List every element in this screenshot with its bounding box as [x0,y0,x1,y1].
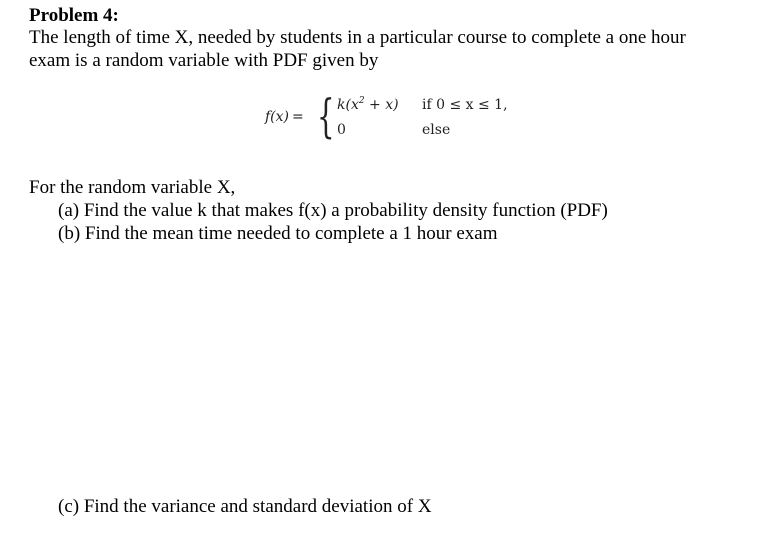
formula-case-1-condition: if 0 ≤ x ≤ 1, [422,97,508,113]
formula-lhs [265,109,304,125]
formula-brace: { [317,89,335,143]
formula-case-2-expression: 0 [337,122,346,138]
problem-title: Problem 4: [29,5,119,26]
formula-equals: = [292,109,304,125]
problem-intro-line-1: The length of time X, needed by students in a particular course to complete a one hour [29,27,686,48]
case-1-exponent: 2 [358,96,365,106]
questions-lead: For the random variable X, [29,177,236,198]
formula-case-1-expression [337,97,399,113]
question-part-b: (b) Find the mean time needed to complete a 1 hour exam [58,223,498,244]
question-part-a: (a) Find the value k that makes f(x) a probability density function (PDF) [58,200,608,221]
formula-case-2-condition: else [422,122,451,138]
problem-intro-line-2: exam is a random variable with PDF given by [29,50,379,71]
question-part-c: (c) Find the variance and standard deviation of X [58,496,432,517]
case-1-suffix: + x) [364,97,399,113]
formula-function: f(x) [265,109,290,125]
pdf-formula [265,89,535,145]
case-1-prefix: k(x [337,97,359,113]
